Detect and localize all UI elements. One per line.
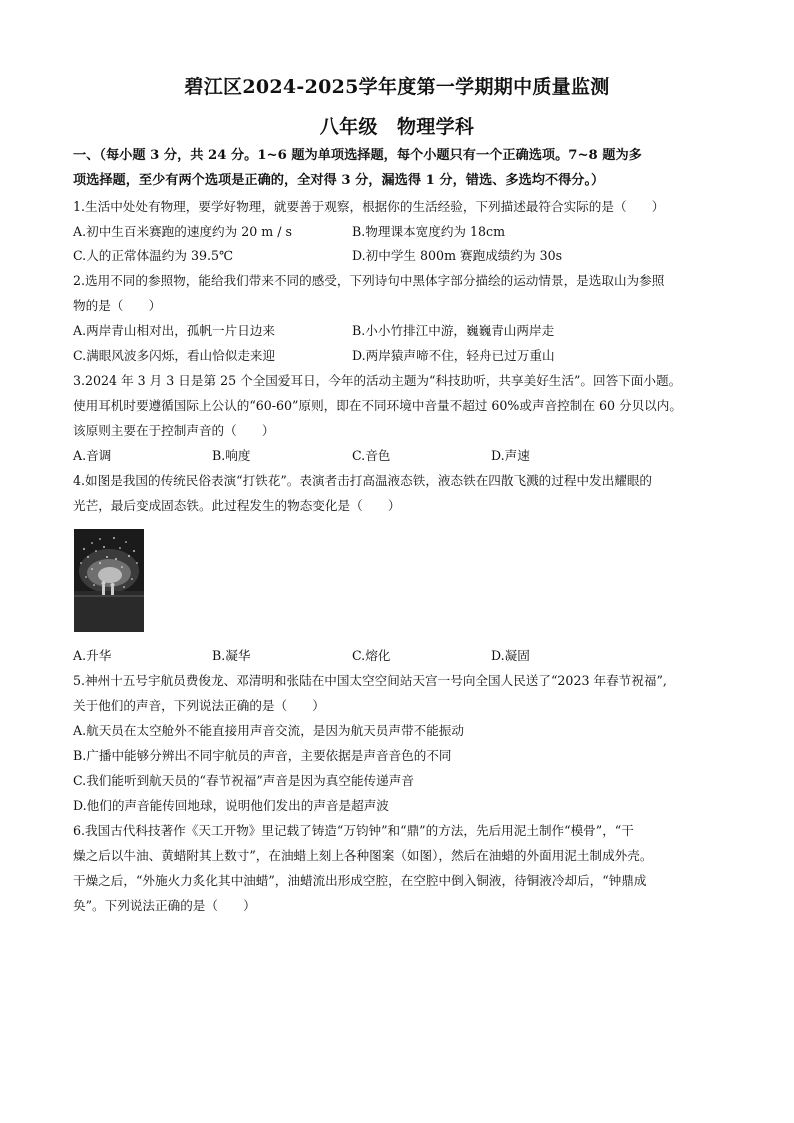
option-a: A.两岸青山相对出，孤帆一片日边来 [73, 323, 276, 338]
question-stem: 4.如图是我国的传统民俗表演“打铁花”。表演者击打高温液态铁，液态铁在四散飞溅的过程中发出耀眼的 [73, 473, 653, 488]
option-b: B.物理课本宽度约为 18cm [352, 224, 506, 239]
option-c: C.熔化 [352, 648, 391, 663]
question-stem: 该原则主要在于控制声音的（ ） [73, 423, 275, 438]
option-b: B.小小竹排江中游，巍巍青山两岸走 [352, 323, 555, 338]
option-c: C.满眼风波多闪烁，看山恰似走来迎 [73, 348, 276, 363]
section-instruction: 一、（每小题 3 分，共 24 分。1~6 题为单项选择题，每个小题只有一个正确选项。7~8 题为多 [73, 148, 642, 163]
question-stem: 光芒，最后变成固态铁。此过程发生的物态变化是（ ） [73, 498, 401, 513]
question-stem: 5.神州十五号宇航员费俊龙、邓清明和张陆在中国太空空间站天宫一号向全国人民送了“2023 年春节祝福”, [73, 673, 667, 688]
exam-title: 碧江区2024-2025学年度第一学期期中质量监测 [184, 76, 610, 98]
question-stem: 1.生活中处处有物理，要学好物理，就要善于观察，根据你的生活经验，下列描述最符合实际的是（ ） [73, 199, 665, 214]
option-a: A.航天员在太空舱外不能直接用声音交流，是因为航天员声带不能振动 [73, 723, 464, 738]
exam-subtitle: 八年级 物理学科 [319, 116, 475, 138]
section-instruction: 项选择题，至少有两个选项是正确的，全对得 3 分，漏选得 1 分，错选、多选均不得分。） [73, 173, 605, 188]
option-d: D.他们的声音能传回地球，说明他们发出的声音是超声波 [73, 798, 389, 813]
option-d: D.初中学生 800m 赛跑成绩约为 30s [352, 248, 563, 263]
question-stem: 使用耳机时要遵循国际上公认的“60-60”原则，即在不同环境中音量不超过 60%或声音控制在 60 分贝以内。 [73, 398, 682, 413]
option-c: C.我们能听到航天员的“春节祝福”声音是因为真空能传递声音 [73, 773, 414, 788]
question-stem: 3.2024 年 3 月 3 日是第 25 个全国爱耳日，今年的活动主题为“科技助听，共享美好生活”。回答下面小题。 [73, 373, 682, 388]
option-b: B.响度 [212, 448, 251, 463]
question-stem: 2.选用不同的参照物，能给我们带来不同的感受，下列诗句中黑体字部分描绘的运动情景，是选取山为参照 [73, 273, 665, 288]
option-a: A.音调 [73, 448, 112, 463]
question-stem: 6.我国古代科技著作《天工开物》里记载了铸造“万钧钟”和“鼎”的方法，先后用泥土制作“模骨”，“干 [73, 823, 634, 838]
option-c: C.人的正常体温约为 39.5℃ [73, 248, 234, 263]
option-a: A.升华 [73, 648, 112, 663]
option-c: C.音色 [352, 448, 391, 463]
option-d: D.凝固 [491, 648, 530, 663]
question-stem: 奂”。下列说法正确的是（ ） [73, 898, 256, 913]
option-b: B.凝华 [212, 648, 251, 663]
option-a: A.初中生百米赛跑的速度约为 20 m / s [73, 224, 292, 239]
option-d: D.两岸猿声啼不住，轻舟已过万重山 [352, 348, 555, 363]
option-d: D.声速 [491, 448, 530, 463]
option-b: B.广播中能够分辨出不同宇航员的声音，主要依据是声音音色的不同 [73, 748, 452, 763]
iron-flower-photo [74, 529, 144, 632]
question-stem: 关于他们的声音，下列说法正确的是（ ） [73, 698, 325, 713]
question-stem: 燥之后以牛油、黄蜡附其上数寸”，在油蜡上刻上各种图案（如图），然后在油蜡的外面用泥土制成外壳。 [73, 848, 653, 863]
question-stem: 干燥之后，“外施火力炙化其中油蜡”，油蜡流出形成空腔，在空腔中倒入铜液，待铜液冷却后，“钟鼎成 [73, 873, 647, 888]
question-stem: 物的是（ ） [73, 298, 162, 313]
